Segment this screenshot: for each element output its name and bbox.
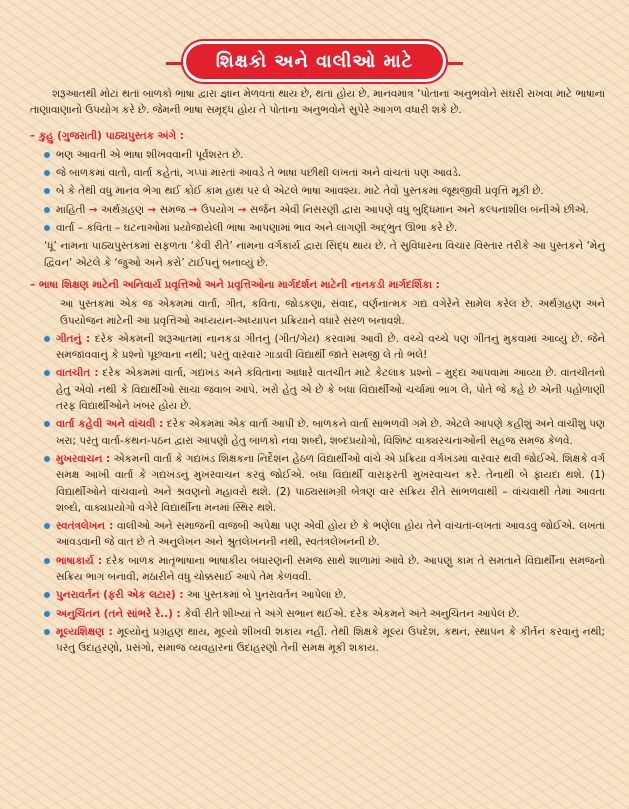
list-item xyxy=(30,183,605,199)
intro-paragraph: શરૂઆતથી મોટાં થતાં બાળકો ભાષા દ્વારા જ્ઞાન મેળવતાં થાય છે, થતાં હોય છે. માનવમાત્ર ‘પોતાના અનુભવોને સંઘરી રાખવા માટે ભાષાના તાણાવાણાનો ઉપયોગ કરે છે. જેમની ભાષા સમૃદ્ધ હોય તે પોતાના અનુભવોને સુપેરે આગળ વધારી શકે છે. xyxy=(30,88,605,117)
flow-step-comprehension: અર્થગ્રહણ xyxy=(101,203,145,216)
activity-label: પુનરાવર્તન (ફરી એક લટાર) : xyxy=(56,589,184,602)
activity-item xyxy=(30,606,605,622)
bullet-icon xyxy=(44,456,50,462)
arrow-right-icon: → xyxy=(188,203,201,216)
activity-label: મૂલ્યશિક્ષણ : xyxy=(56,625,113,638)
activity-label: વાર્તા કહેવી અને વાંચવી : xyxy=(56,418,164,431)
activity-item xyxy=(30,331,605,364)
section-heading-activities: – ભાષા શિક્ષણ માટેની અનિવાર્ય પ્રવૃત્તિઓ અને પ્રવૃત્તિઓના માર્ગદર્શન માટેની નાનકડી માર્ગદર્શિકા : xyxy=(30,278,440,291)
activity-item xyxy=(30,553,605,586)
activity-text: દરેક બાળક માતૃભાષાના ભાષાકીય બંધારણની સમજ સાથે શાળામાં આવે છે. આપણું કામ તે સમતાને વિદ્યાર્થીના સમજનો સક્રિય ભાગ બનાવી, મઠારીને વધુ ચોક્કસાઈ આપે તેમ કેળવવી. xyxy=(56,554,605,584)
bullet-icon xyxy=(44,592,50,598)
bullet-icon xyxy=(44,207,50,213)
list-item-flow xyxy=(30,202,605,218)
activity-label: ગીતનું : xyxy=(56,332,91,345)
activity-label: મુખરવાચન : xyxy=(56,452,111,465)
list-item-text: વાર્તા – કવિતા – ઘટનાઓમાં પ્રયોજાયેલી ભાષા આપણામાં ભાવ અને લાગણી અદ્ભુત ઊભા કરે છે. xyxy=(56,222,458,235)
main-content xyxy=(30,86,605,659)
section1-paragraph: ‘ધૂં’ નામના પાઠ્યપુસ્તકમાં સફળતા ‘કેવી રીતે’ નામના વર્ગકાર્ય દ્વારા સિદ્ધ થાય છે. તે સુવિધારના વિચાર વિસ્તાર તરીકે આ પુસ્તકને ‘મેનુ દ્વિવન’ એટલે કે ‘જુઓ અને કરો’ ટાઈપનું બનાવ્યું છે. xyxy=(44,240,605,269)
arrow-right-icon: → xyxy=(88,203,102,216)
activity-text: કેવી રીતે શીખ્યાં તે અંગે સભાન થઈએ. દરેક એકમને અંતે અનુચિંતન આપેલ છે. xyxy=(183,607,520,620)
bullet-icon xyxy=(44,611,50,617)
activity-text: મૂલ્યોનું પ્રગ્રહણ થાય, મૂલ્યો શીખવી શકાય નહીં. તેથી શિક્ષકે મૂલ્ય ઉપદેશ, કથન, સ્થાપન કે કીર્તન કરવાનું નથી; પરંતુ ઉદાહરણો, પ્રસંગો, સમાજ વ્યવહારનાં ઉદાહરણો તેની સમક્ષ મૂકી શકાય. xyxy=(56,625,605,655)
activity-label: ભાષાકાર્ય : xyxy=(56,554,103,567)
activity-text: વાલીઓ અને સમાજની વાજબી અપેક્ષા પણ એવી હોય છે કે ભણેલા હોય તેને વાંચતાં-લખતાં આવડવું જોઈએ. લખતાં આવડવાની જે વાત છે તે અનુલેખન અને શ્રુતલેખનની નથી, સ્વતંત્રલેખનની છે. xyxy=(56,520,605,549)
bullet-icon xyxy=(44,170,50,176)
bullet-icon xyxy=(44,370,50,376)
activity-label: અનુચિંતન (તને સાંભરે રે..) : xyxy=(56,607,181,620)
list-item-text: ભણ આવતી એ ભાષા શીખવવાની પૂર્વશરત છે. xyxy=(56,148,244,161)
flow-step-understanding: સમજ xyxy=(159,203,186,216)
page-title: શિક્ષકો અને વાલીઓ માટે xyxy=(186,44,443,79)
activity-item xyxy=(30,416,605,449)
title-banner xyxy=(0,44,629,79)
arrow-right-icon: → xyxy=(237,203,250,216)
bullet-icon xyxy=(44,558,50,564)
flow-step-info: માહિતી xyxy=(56,203,86,216)
activity-text: એકમની વાર્તા કે ગદ્યખંડ શિક્ષકના નિર્દેશન હેઠળ વિદ્યાર્થીઓ વાંચે એ પ્રક્રિયા વર્ગખંડમાં વારંવાર થવી જોઈએ. શિક્ષકે વર્ગ સમક્ષ આખી વાર્તા કે ગદ્યખંડનું મુખરવાચન કરવું જોઈએ. બધા વિદ્યાર્થી વારાફરતી મુખરવાચન કરે. તેનાથી બે ફાયદા થશે. (1) વિદ્યાર્થીઓને વાંચવાનો અને શ્રવણનો મહાવરો થશે. (2) પાઠ્યસામગ્રી બેત્રણ વાર સક્રિય રીતે સાંભળવાથી – વાંચવાથી તેમાં આવતા શબ્દો, વાક્યપ્રયોગો વગેરે વિદ્યાર્થીના મનમાં સ્થિર થશે. xyxy=(56,452,605,514)
bullet-icon xyxy=(44,188,50,194)
list-item xyxy=(30,165,605,181)
list-item xyxy=(30,147,605,163)
activity-text: દરેક એકમમાં વાર્તા, ગદ્યખંડ અને કવિતાના આધારે વાતચીત માટે કેટલાક પ્રશ્નો – મુદ્દા આપવામાં આવ્યા છે. વાતચીતનો હેતુ એવો નથી કે વિદ્યાર્થીઓ સાચા જવાબ આપે. ખરો હેતુ એ છે કે બધા વિદ્યાર્થીઓ ચર્ચામાં ભાગ લે, પોતે જે કહે છે એની પહોળાણી તરફ વિદ્યાર્થીઓને ખબર હોય છે. xyxy=(56,367,606,413)
arrow-right-icon: → xyxy=(147,203,160,216)
activity-label: સ્વતંત્રલેખન : xyxy=(56,520,114,533)
activity-item xyxy=(30,518,605,551)
bullet-icon xyxy=(44,152,50,158)
flow-text xyxy=(56,202,605,218)
activity-label: વાતચીત : xyxy=(56,367,99,380)
list-item-text: જે બાળકમાં વાતો, વાર્તા કહેતાં, ગપ્પાં મારતાં આવડે તે ભાષા પછીથી લખતાં અને વાંચતાં પણ આવડે. xyxy=(56,167,462,180)
bullet-icon xyxy=(44,336,50,342)
bullet-icon xyxy=(44,225,50,231)
activity-item xyxy=(30,624,605,657)
activity-item xyxy=(30,365,605,414)
list-item xyxy=(30,220,605,236)
section2-intro: આ પુસ્તકમાં એક જ એકમમાં વાર્તા, ગીત, કવિતા, જોડકણાં, સંવાદ, વર્ણનાત્મક ગદ્ય વગેરેને સામેલ કરેલ છે. અર્થગ્રહણ અને ઉપયોજન માટેની આ પ્રવૃત્તિઓ અધ્યયન-અધ્યાપન પ્રક્રિયાને વધારે સરળ બનાવશે. xyxy=(60,298,605,327)
bullet-icon xyxy=(44,523,50,529)
flow-step-application: ઉપયોગ xyxy=(200,203,235,216)
flow-rest: એવી નિસરણી દ્વારા આપણે વધુ બુદ્ધિમાન અને કલ્પનાશીલ બનીએ છીએ. xyxy=(279,203,589,216)
activity-item xyxy=(30,451,605,516)
bullet-icon xyxy=(44,629,50,635)
activity-item xyxy=(30,587,605,603)
activity-text: દરેક એકમમાં એક વાર્તા આપી છે. બાળકને વાર્તા સાંભળવી ગમે છે. એટલે આપણે કહીશું અને વાંચીશું પણ ખરા; પરંતુ વાર્તા-કથન-પઠન દ્વારા આપણો હેતુ બાળકો નવા શબ્દો, શબ્દપ્રયોગો, વિશિષ્ટ વાક્યરચનાઓની સહજ સમજ કેળવે. xyxy=(56,418,605,447)
list-item-text: બે કે તેથી વધુ માનવ ભેગા થઈ કોઈ કામ હાથ પર લે એટલે ભાષા આવશ્ય. માટે તેવો પુસ્તકમાં જૂથજીવી પ્રવૃત્તિ મૂકી છે. xyxy=(56,185,544,198)
activity-text: આ પુસ્તકમાં બે પુનરાવર્તન આપેલાં છે. xyxy=(186,589,347,602)
flow-step-creation: સર્જન xyxy=(249,203,276,216)
section-heading-textbook: – કુહુ (ગુજરાતી) પાઠ્યપુસ્તક અંગે : xyxy=(30,129,184,142)
activity-text: દરેક એકમની શરૂઆતમાં નાનકડાં ગીતનું (ગીત/ગેય) કરવામાં આવી છે. વચ્ચે વચ્ચે પણ ગીતનું મુકવામાં આવ્યું છે. જેને સમજાવવાનું કે પ્રશ્નો પૂછવાના નથી; પરંતુ વારંવાર ગાડાવી વિદ્યાર્થી જાતે સમજી લે તો ભલે! xyxy=(56,332,605,362)
bullet-icon xyxy=(44,421,50,427)
